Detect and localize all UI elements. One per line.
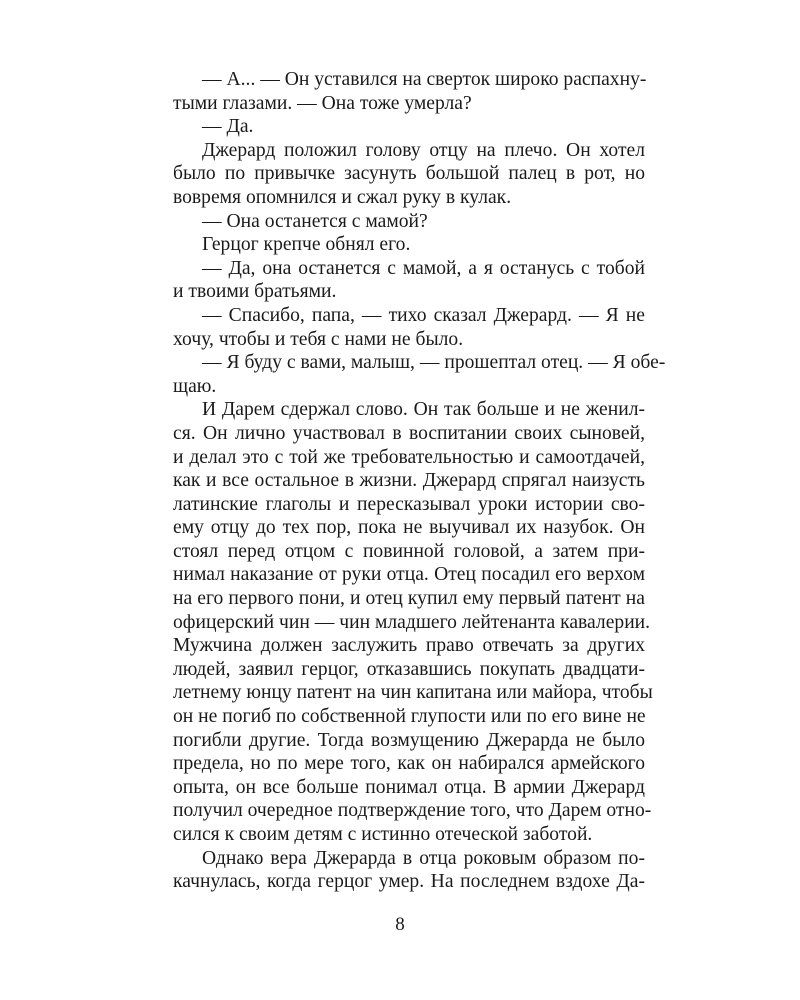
text-line: как и все остальное в жизни. Джерард спрягал наизусть (173, 470, 645, 492)
text-line: качнулась, когда герцог умер. На последнем вздохе Да- (173, 871, 645, 893)
text-line: он не погиб по собственной глупости или по его вине не (173, 706, 646, 728)
text-line: ся. Он лично участвовал в воспитании своих сыновей, (173, 422, 645, 444)
text-line: тыми глазами. — Она тоже умерла? (173, 92, 472, 114)
text-line: предела, но по мере того, как он набирался армейского (173, 753, 645, 775)
page-number: 8 (395, 914, 405, 935)
text-line: — Спасибо, папа, — тихо сказал Джерард. — Я не (202, 304, 645, 326)
text-line: офицерский чин — чин младшего лейтенанта кавалерии. (173, 611, 651, 633)
text-line: и делал это с той же требовательностью и самоотдачей, (173, 446, 645, 468)
text-line: — А... — Он уставился на сверток широко распахну- (202, 69, 647, 90)
text-line: — Я буду с вами, малыш, — прошептал отец. — Я обе- (202, 352, 666, 374)
text-line: погибли другие. Тогда возмущению Джерарда не было (173, 729, 645, 751)
text-line: ему отцу до тех пор, пока не выучивал их назубок. Он (173, 517, 645, 539)
text-line: латинские глаголы и пересказывал уроки истории сво- (173, 493, 645, 515)
text-line: людей, заявил герцог, отказавшись покупать двадцати- (173, 658, 645, 680)
text-line: нимал наказание от руки отца. Отец посадил его верхом (173, 564, 645, 586)
text-line: опыта, он все больше понимал отца. В армии Джерард (173, 776, 645, 798)
text-line: было по привычке засунуть большой палец в рот, но (173, 163, 645, 185)
text-line: на его первого пони, и отец купил ему первый патент на (173, 588, 645, 610)
text-line: щаю. (173, 375, 217, 397)
text-line: сился к своим детям с истинно отеческой заботой. (173, 824, 593, 845)
text-line: И Дарем сдержал слово. Он так больше и не женил- (202, 399, 645, 421)
text-line: получил очередное подтверждение того, что Дарем отно- (173, 800, 652, 822)
page-text-block (173, 68, 666, 894)
text-line: и твоими братьями. (173, 281, 337, 303)
text-line: стоял перед отцом с повинной головой, а затем при- (173, 540, 645, 562)
text-line: — Она останется с мамой? (202, 210, 428, 232)
text-line: Герцог крепче обнял его. (202, 234, 411, 256)
text-line: Мужчина должен заслужить право отвечать за других (173, 635, 645, 657)
text-line: вовремя опомнился и сжал руку в кулак. (173, 186, 512, 208)
text-line: — Да. (202, 116, 254, 138)
text-line: Однако вера Джерарда в отца роковым образом по- (202, 847, 645, 869)
text-line: летнему юнцу патент на чин капитана или майора, чтобы (173, 682, 653, 704)
text-line: Джерард положил голову отцу на плечо. Он хотел (202, 139, 645, 161)
text-line: — Да, она останется с мамой, а я останусь с тобой (202, 257, 645, 279)
text-line: хочу, чтобы и тебя с нами не было. (173, 328, 464, 350)
